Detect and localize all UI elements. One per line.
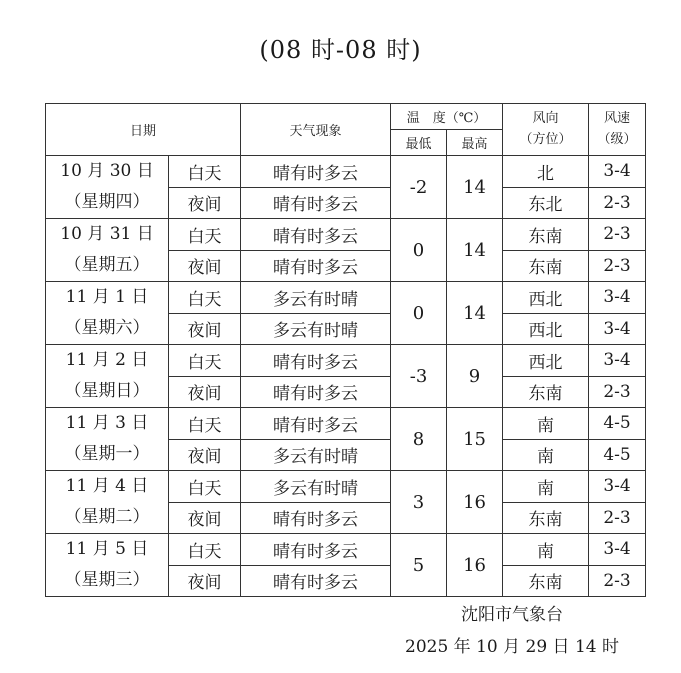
forecast-body — [46, 156, 646, 597]
weather-cell: 晴有时多云 — [241, 187, 391, 219]
header-wind-speed — [589, 104, 646, 156]
wind-direction-cell: 南 — [503, 408, 589, 440]
table-row — [46, 219, 646, 251]
weather-cell: 晴有时多云 — [241, 565, 391, 597]
wind-direction-cell: 东南 — [503, 565, 589, 597]
date-text: 10 月 30 日 — [60, 161, 154, 181]
header-temperature: 温 度（℃） — [391, 104, 503, 130]
table-row — [46, 282, 646, 314]
header-temp-low: 最低 — [391, 130, 447, 156]
period-cell: 白天 — [169, 408, 241, 440]
period-cell: 白天 — [169, 534, 241, 566]
weekday-text: （星期一） — [64, 444, 150, 464]
weather-cell: 多云有时晴 — [241, 313, 391, 345]
wind-direction-cell: 东南 — [503, 219, 589, 251]
wind-direction-cell: 东南 — [503, 502, 589, 534]
temp-high-cell: 9 — [447, 345, 503, 408]
wind-speed-cell: 4-5 — [589, 439, 646, 471]
wind-direction-cell: 东南 — [503, 250, 589, 282]
wind-direction-cell: 南 — [503, 471, 589, 503]
header-weather: 天气现象 — [241, 104, 391, 156]
period-cell: 夜间 — [169, 313, 241, 345]
temp-high-cell: 14 — [447, 156, 503, 219]
temp-low-cell: 0 — [391, 219, 447, 282]
wind-speed-cell: 3-4 — [589, 156, 646, 188]
issuing-organization: 沈阳市气象台 — [461, 605, 563, 625]
header-row — [46, 104, 646, 130]
period-cell: 白天 — [169, 156, 241, 188]
weather-cell: 晴有时多云 — [241, 408, 391, 440]
date-text: 11 月 3 日 — [65, 413, 149, 433]
date-cell — [46, 282, 169, 345]
wind-speed-cell: 3-4 — [589, 313, 646, 345]
weather-cell: 晴有时多云 — [241, 534, 391, 566]
wind-speed-cell: 3-4 — [589, 534, 646, 566]
weekday-text: （星期六） — [64, 318, 150, 338]
table-row — [46, 534, 646, 566]
wind-direction-cell: 西北 — [503, 313, 589, 345]
period-cell: 白天 — [169, 345, 241, 377]
weather-cell: 晴有时多云 — [241, 156, 391, 188]
header-wind-speed-label: 风速 — [604, 110, 631, 126]
weekday-text: （星期日） — [64, 381, 150, 401]
period-cell: 夜间 — [169, 250, 241, 282]
wind-speed-cell: 3-4 — [589, 282, 646, 314]
date-cell — [46, 471, 169, 534]
weekday-text: （星期二） — [64, 507, 150, 527]
date-text: 11 月 1 日 — [65, 287, 149, 307]
wind-speed-cell: 2-3 — [589, 250, 646, 282]
date-cell — [46, 345, 169, 408]
date-text: 11 月 5 日 — [65, 539, 149, 559]
temp-low-cell: 8 — [391, 408, 447, 471]
temp-high-cell: 14 — [447, 219, 503, 282]
weekday-text: （星期四） — [64, 192, 150, 212]
header-wind-direction-label: 风向 — [532, 110, 559, 126]
header-date: 日期 — [46, 104, 241, 156]
temp-low-cell: 3 — [391, 471, 447, 534]
weather-cell: 晴有时多云 — [241, 502, 391, 534]
date-cell — [46, 156, 169, 219]
wind-speed-cell: 2-3 — [589, 565, 646, 597]
temp-high-cell: 15 — [447, 408, 503, 471]
header-wind-speed-unit: （级） — [597, 131, 637, 147]
date-text: 11 月 4 日 — [65, 476, 149, 496]
temp-high-cell: 16 — [447, 534, 503, 597]
header-temp-high: 最高 — [447, 130, 503, 156]
wind-speed-cell: 4-5 — [589, 408, 646, 440]
period-cell: 夜间 — [169, 187, 241, 219]
weather-cell: 晴有时多云 — [241, 219, 391, 251]
wind-speed-cell: 2-3 — [589, 219, 646, 251]
weather-cell: 多云有时晴 — [241, 471, 391, 503]
page-title: (08 时-08 时) — [259, 36, 422, 64]
table-row — [46, 408, 646, 440]
temp-low-cell: 0 — [391, 282, 447, 345]
table-row — [46, 156, 646, 188]
period-cell: 夜间 — [169, 502, 241, 534]
date-cell — [46, 534, 169, 597]
weekday-text: （星期五） — [64, 255, 150, 275]
period-cell: 白天 — [169, 282, 241, 314]
wind-direction-cell: 南 — [503, 439, 589, 471]
issue-time: 2025 年 10 月 29 日 14 时 — [405, 637, 619, 657]
wind-direction-cell: 东南 — [503, 376, 589, 408]
period-cell: 夜间 — [169, 439, 241, 471]
wind-speed-cell: 2-3 — [589, 502, 646, 534]
wind-speed-cell: 2-3 — [589, 376, 646, 408]
weather-cell: 多云有时晴 — [241, 282, 391, 314]
temp-low-cell: -2 — [391, 156, 447, 219]
date-cell — [46, 219, 169, 282]
period-cell: 夜间 — [169, 565, 241, 597]
date-text: 10 月 31 日 — [60, 224, 154, 244]
period-cell: 白天 — [169, 219, 241, 251]
wind-direction-cell: 东北 — [503, 187, 589, 219]
wind-direction-cell: 西北 — [503, 345, 589, 377]
wind-direction-cell: 西北 — [503, 282, 589, 314]
temp-high-cell: 14 — [447, 282, 503, 345]
temp-low-cell: 5 — [391, 534, 447, 597]
weather-cell: 晴有时多云 — [241, 250, 391, 282]
table-row — [46, 471, 646, 503]
period-cell: 夜间 — [169, 376, 241, 408]
temp-low-cell: -3 — [391, 345, 447, 408]
period-cell: 白天 — [169, 471, 241, 503]
weather-cell: 多云有时晴 — [241, 439, 391, 471]
wind-direction-cell: 北 — [503, 156, 589, 188]
wind-direction-cell: 南 — [503, 534, 589, 566]
temp-high-cell: 16 — [447, 471, 503, 534]
forecast-table — [45, 103, 646, 597]
weather-cell: 晴有时多云 — [241, 376, 391, 408]
table-row — [46, 345, 646, 377]
header-wind-direction-unit: （方位） — [519, 131, 572, 147]
header-wind-direction — [503, 104, 589, 156]
wind-speed-cell: 3-4 — [589, 345, 646, 377]
date-text: 11 月 2 日 — [65, 350, 149, 370]
date-cell — [46, 408, 169, 471]
weather-cell: 晴有时多云 — [241, 345, 391, 377]
wind-speed-cell: 3-4 — [589, 471, 646, 503]
wind-speed-cell: 2-3 — [589, 187, 646, 219]
weekday-text: （星期三） — [64, 570, 150, 590]
